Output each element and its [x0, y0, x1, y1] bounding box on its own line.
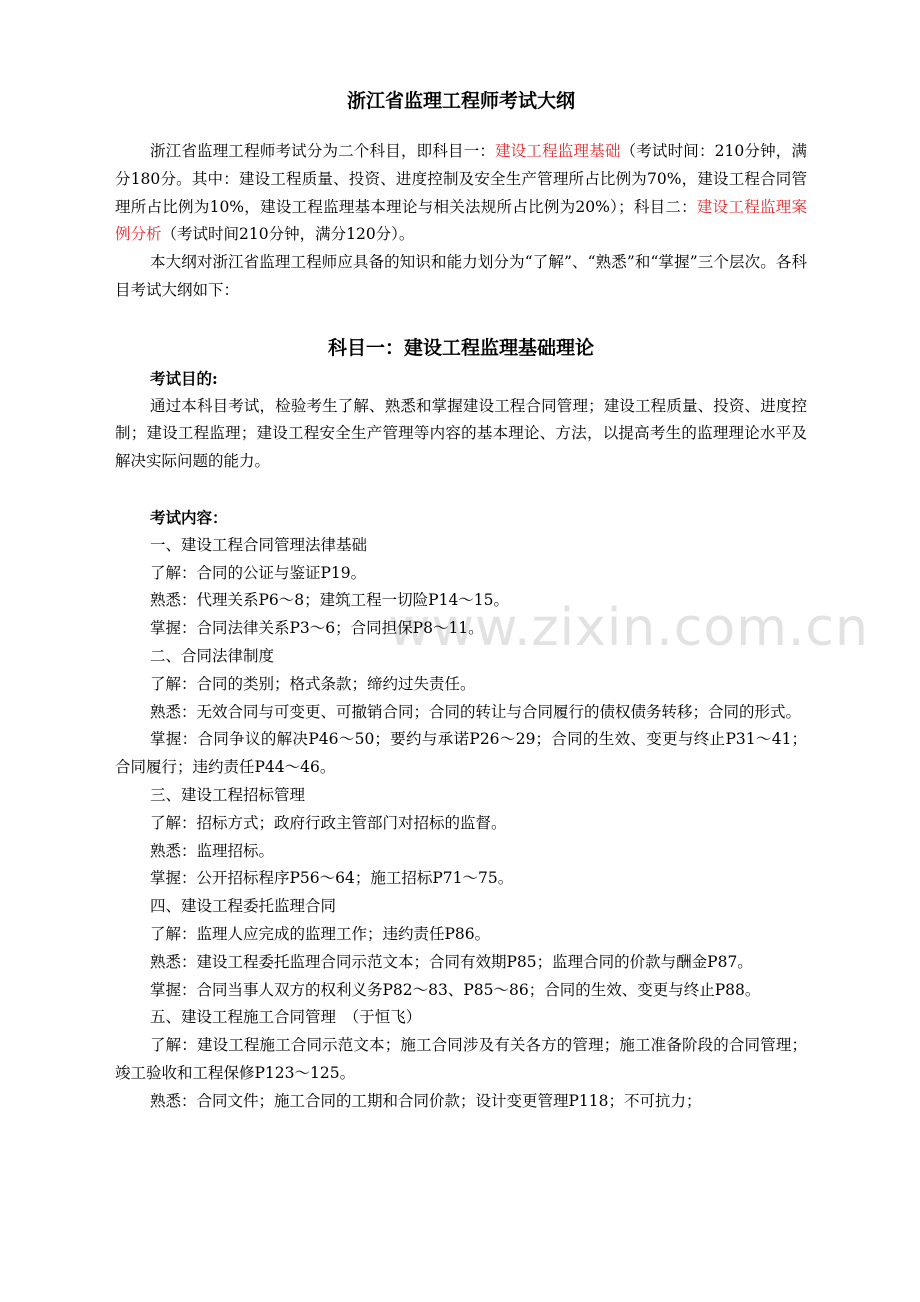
content-line: 一、建设工程合同管理法律基础 [150, 535, 368, 554]
subject2-link[interactable]: 建设工程监理案例分析 [115, 197, 807, 244]
section-title: 科目一：建设工程监理基础理论 [327, 336, 594, 359]
intro-text-b: （考试时间：210分钟，满分180分。其中：建设工程质量、投资、进度控制及安全生产管理所占比例为70%，建设工程合同管理所占比例为10%，建设工程监理基本理论与相关法规所占比例为20%）；科目二： [115, 142, 807, 216]
content-line: 熟悉：无效合同与可变更、可撤销合同；合同的转让与合同履行的债权债务转移；合同的形式。 [150, 702, 802, 721]
content-line: 熟悉：合同文件；施工合同的工期和合同价款；设计变更管理P118；不可抗力； [150, 1091, 702, 1110]
content-line: 了解：监理人应完成的监理工作；违约责任P86。 [150, 924, 491, 943]
content-line: 掌握：合同争议的解决P46～50；要约与承诺P26～29；合同的生效、变更与终止P31～41；合同履行；违约责任P44～46。 [115, 730, 807, 777]
subject1-link[interactable]: 建设工程监理基础 [495, 142, 621, 160]
content-line: 掌握：公开招标程序P56～64；施工招标P71～75。 [150, 869, 514, 888]
content-line: 了解：合同的公证与鉴证P19。 [150, 563, 367, 582]
spacer [115, 476, 807, 504]
content-line: 熟悉：监理招标。 [150, 841, 275, 860]
content-line: 掌握：合同当事人双方的权利义务P82～83、P85～86；合同的生效、变更与终止P88。 [150, 980, 761, 999]
intro-paragraph-2: 本大纲对浙江省监理工程师应具备的知识和能力划分为“了解”、“熟悉”和“掌握”三个层次。各科目考试大纲如下： [115, 253, 807, 299]
content-line: 三、建设工程招标管理 [150, 785, 306, 804]
content-line: 熟悉：建设工程委托监理合同示范文本；合同有效期P85；监理合同的价款与酬金P87。 [150, 952, 753, 971]
intro-text-a: 浙江省监理工程师考试分为二个科目，即科目一： [150, 142, 496, 160]
purpose-heading: 考试目的: [150, 368, 218, 388]
intro-text-c: （考试时间210分钟，满分120分）。 [161, 225, 415, 244]
content-line: 熟悉：代理关系P6～8；建筑工程一切险P14～15。 [150, 591, 510, 610]
content-line: 了解：招标方式；政府行政主管部门对招标的监督。 [150, 813, 507, 832]
intro-paragraph-1 [115, 138, 807, 249]
content-heading: 考试内容： [150, 507, 228, 527]
watermark: www.zixin.com.cn [388, 598, 869, 658]
content-line: 二、合同法律制度 [150, 646, 275, 665]
purpose-text: 通过本科目考试，检验考生了解、熟悉和掌握建设工程合同管理；建设工程质量、投资、进度控制；建设工程监理；建设工程安全生产管理等内容的基本理论、方法，以提高考生的监理理论水平及解决实际问题的能力。 [115, 396, 807, 471]
document-page [115, 84, 807, 1116]
content-line: 了解：建设工程施工合同示范文本；施工合同涉及有关各方的管理；施工准备阶段的合同管理；竣工验收和工程保修P123～125。 [115, 1036, 807, 1082]
content-line: 四、建设工程委托监理合同 [150, 897, 337, 916]
document-title: 浙江省监理工程师考试大纲 [346, 90, 575, 112]
content-line: 了解：合同的类别；格式条款；缔约过失责任。 [150, 674, 476, 693]
content-line: 五、建设工程施工合同管理 （于恒飞） [150, 1008, 422, 1027]
content-line: 掌握：合同法律关系P3～6；合同担保P8～11。 [150, 619, 484, 638]
